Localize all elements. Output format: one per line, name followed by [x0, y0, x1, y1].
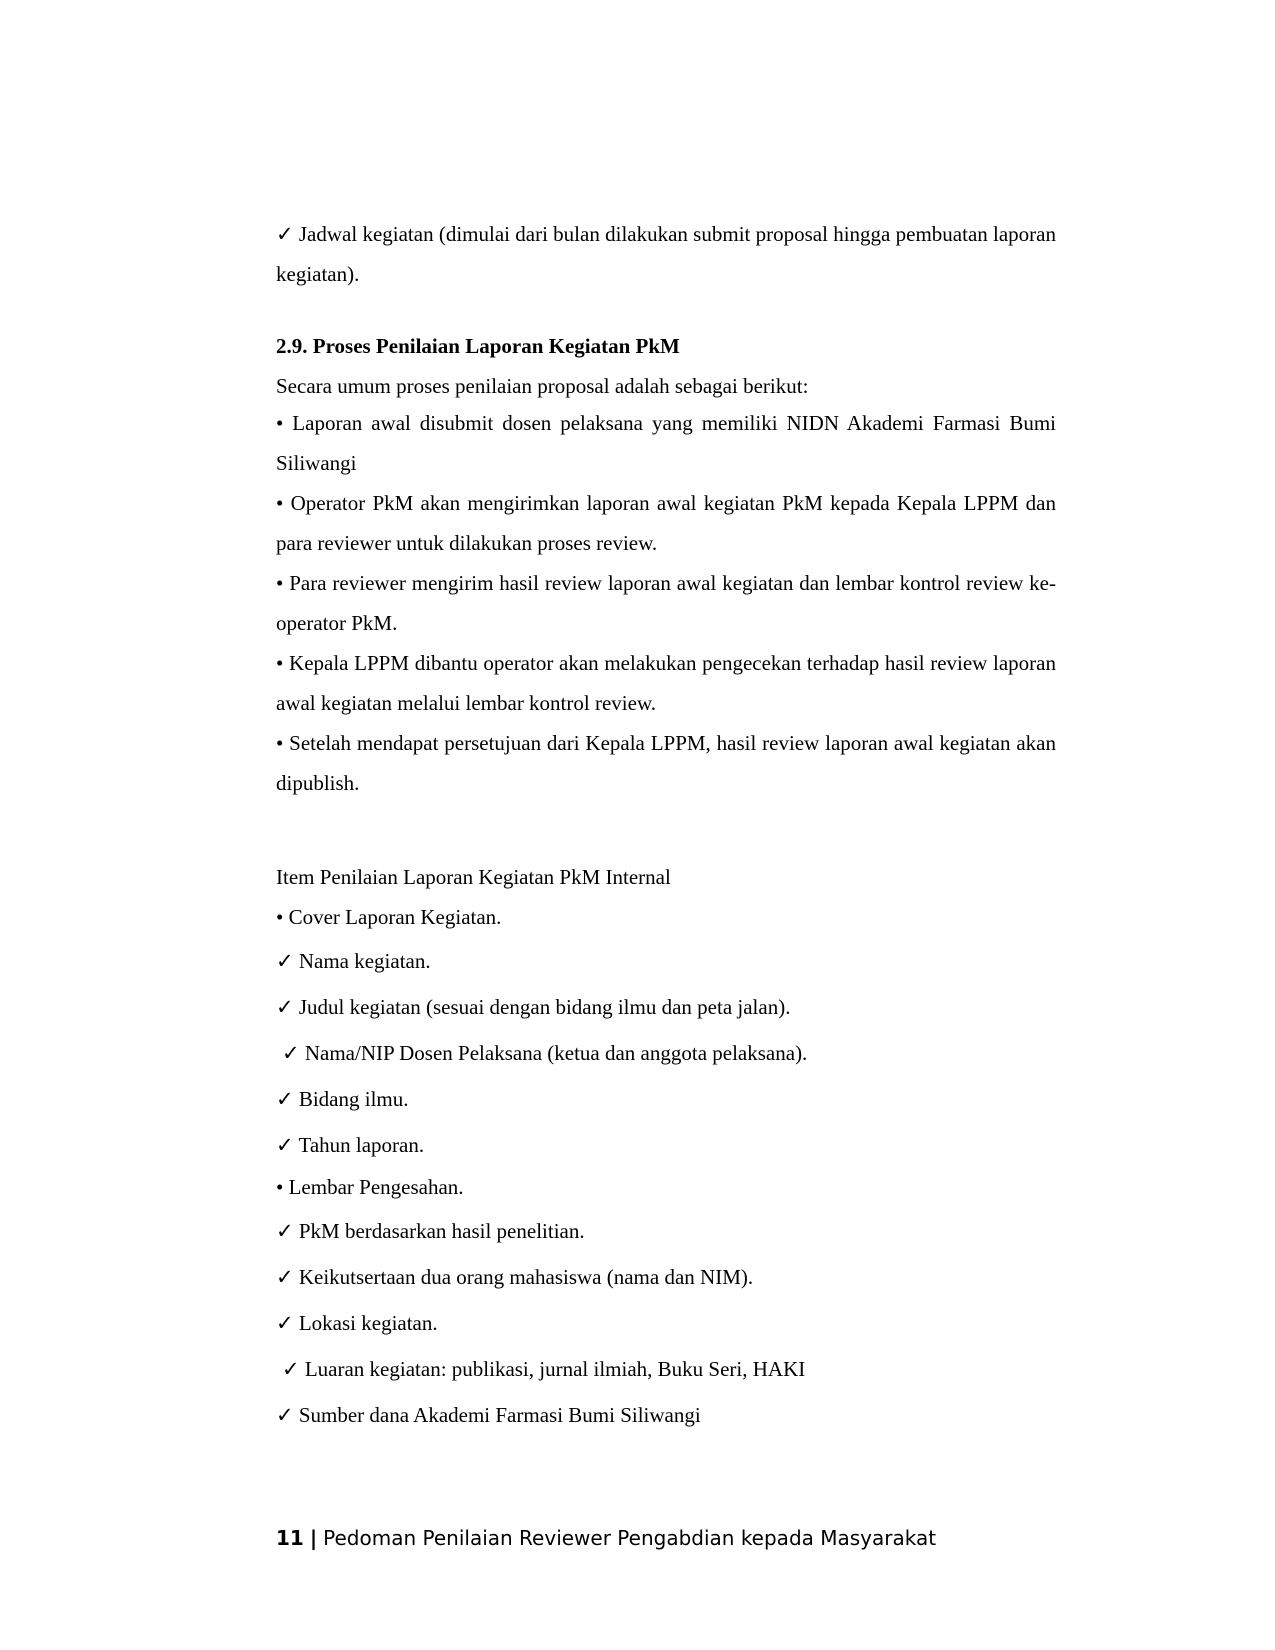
assessment-item: ✓ Nama kegiatan.	[276, 949, 431, 973]
assessment-item: • Lembar Pengesahan.	[276, 1175, 464, 1199]
footer-separator: |	[309, 1526, 318, 1550]
process-step: • Para reviewer mengirim hasil review laporan awal kegiatan dan lembar kontrol review ke-operator PkM.	[276, 571, 1056, 635]
assessment-item: ✓ Lokasi kegiatan.	[276, 1311, 438, 1335]
assessment-item: ✓ Bidang ilmu.	[276, 1087, 409, 1111]
assessment-item: ✓ Tahun laporan.	[276, 1133, 425, 1157]
process-step: • Kepala LPPM dibantu operator akan melakukan pengecekan terhadap hasil review laporan awal kegiatan melalui lembar kontrol review.	[276, 651, 1056, 715]
schedule-item: ✓ Jadwal kegiatan (dimulai dari bulan dilakukan submit proposal hingga pembuatan laporan kegiatan).	[276, 222, 1056, 286]
assessment-item: ✓ Luaran kegiatan: publikasi, jurnal ilmiah, Buku Seri, HAKI	[282, 1357, 806, 1381]
process-step: • Operator PkM akan mengirimkan laporan awal kegiatan PkM kepada Kepala LPPM dan para reviewer untuk dilakukan proses review.	[276, 491, 1056, 555]
assessment-item: ✓ Keikutsertaan dua orang mahasiswa (nama dan NIM).	[276, 1265, 754, 1289]
assessment-item: ✓ PkM berdasarkan hasil penelitian.	[276, 1219, 585, 1243]
assessment-item: ✓ Judul kegiatan (sesuai dengan bidang ilmu dan peta jalan).	[276, 995, 791, 1019]
assessment-item: ✓ Sumber dana Akademi Farmasi Bumi Siliwangi	[276, 1403, 701, 1427]
section-intro: Secara umum proses penilaian proposal adalah sebagai berikut:	[276, 374, 809, 398]
process-step: • Laporan awal disubmit dosen pelaksana yang memiliki NIDN Akademi Farmasi Bumi Siliwangi	[276, 411, 1056, 475]
page-footer	[276, 1523, 936, 1553]
assessment-title: Item Penilaian Laporan Kegiatan PkM Internal	[276, 865, 671, 889]
assessment-item: ✓ Nama/NIP Dosen Pelaksana (ketua dan anggota pelaksana).	[282, 1041, 808, 1065]
assessment-item: • Cover Laporan Kegiatan.	[276, 905, 502, 929]
process-step: • Setelah mendapat persetujuan dari Kepala LPPM, hasil review laporan awal kegiatan akan dipublish.	[276, 731, 1056, 795]
section-heading: 2.9. Proses Penilaian Laporan Kegiatan PkM	[276, 334, 680, 358]
page-number: 11	[276, 1526, 304, 1550]
footer-title: Pedoman Penilaian Reviewer Pengabdian kepada Masyarakat	[323, 1526, 937, 1550]
